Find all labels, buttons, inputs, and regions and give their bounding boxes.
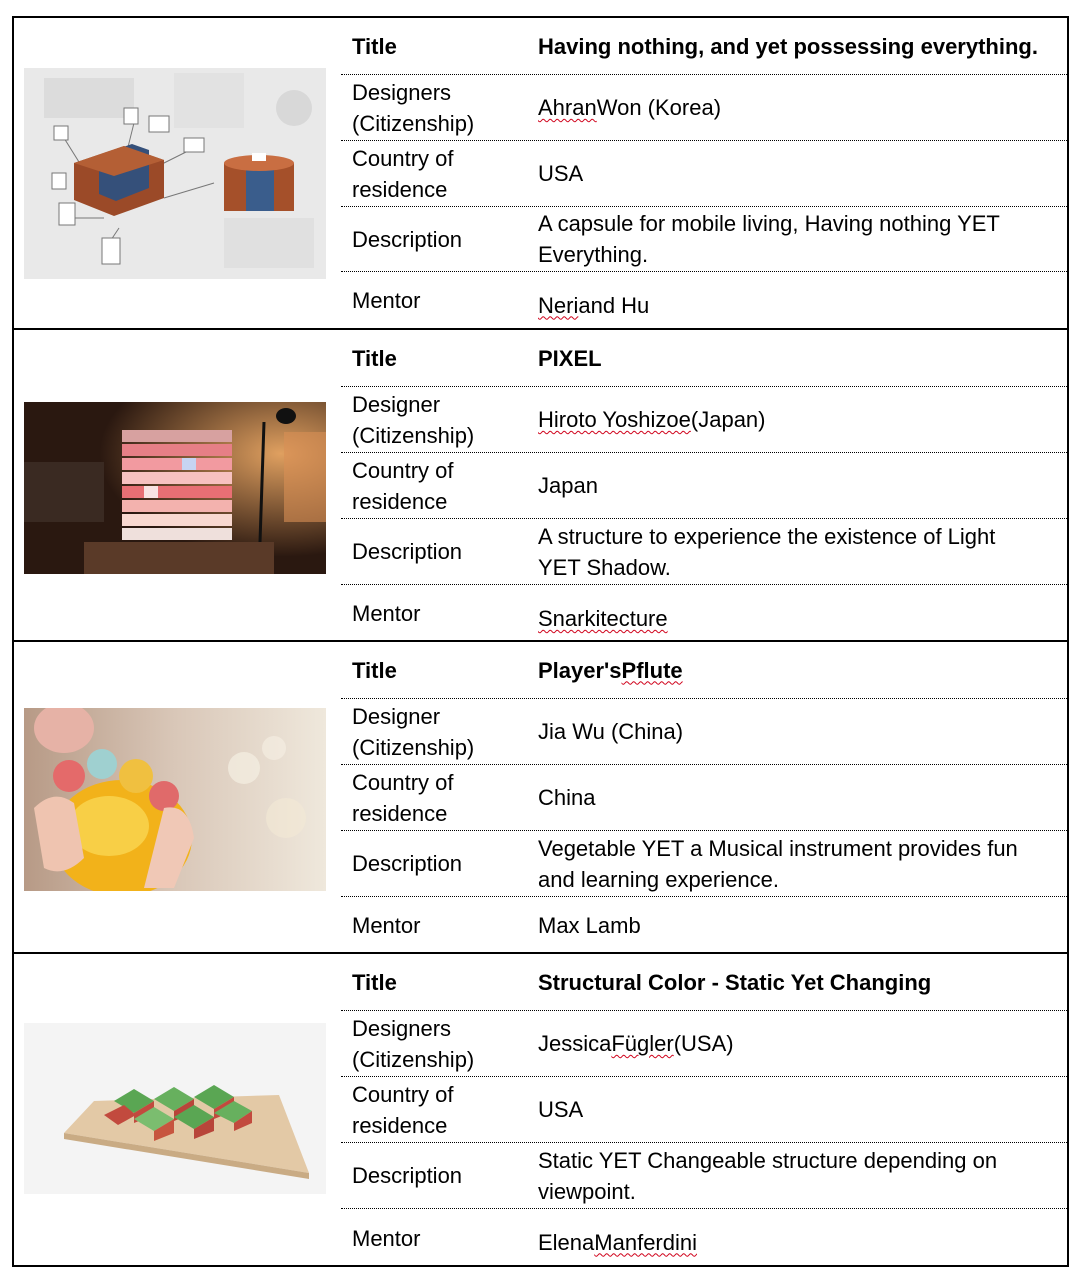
title-row: [341, 954, 1069, 1011]
project-entry: [14, 18, 1067, 328]
residence-value: Japan: [538, 473, 598, 498]
designer-value: Jia Wu (China): [538, 719, 684, 744]
mentor-label: Mentor: [352, 287, 421, 313]
mentor-label: Mentor: [352, 601, 421, 626]
title-value: Having nothing, and yet possessing everything.: [538, 33, 1038, 59]
residence-label: Country of residence: [352, 145, 454, 202]
description-value: Vegetable YET a Musical instrument provides fun and learning experience.: [538, 835, 1018, 892]
mentor-row: [341, 585, 1069, 642]
project-entry: [14, 952, 1067, 1265]
description-value: A capsule for mobile living, Having nothing YET Everything.: [538, 211, 1000, 267]
designer-label: Designer (Citizenship): [352, 391, 475, 448]
designer-row: [341, 699, 1069, 765]
designer-row: [341, 75, 1069, 141]
project-image: [24, 68, 326, 279]
title-value: Structural Color - Static Yet Changing: [538, 969, 932, 995]
description-value: A structure to experience the existence of Light YET Shadow.: [538, 523, 996, 580]
description-row: [341, 831, 1069, 897]
title-row: [341, 330, 1069, 387]
residence-row: [341, 1077, 1069, 1143]
mentor-label: Mentor: [352, 1225, 421, 1251]
residence-label: Country of residence: [352, 457, 454, 514]
title-row: [341, 642, 1069, 699]
title-label: Title: [352, 969, 397, 995]
mentor-value: Elena Manferdini: [538, 1229, 697, 1255]
description-value: Static YET Changeable structure depending on viewpoint.: [538, 1147, 998, 1204]
title-label: Title: [352, 33, 397, 59]
title-row: [341, 18, 1069, 75]
designer-value: Hiroto Yoshizoe (Japan): [538, 407, 766, 432]
project-entry: [14, 640, 1067, 952]
project-image: [24, 402, 326, 574]
description-row: [341, 519, 1069, 585]
residence-value: USA: [538, 1097, 584, 1122]
description-row: [341, 207, 1069, 272]
description-row: [341, 1143, 1069, 1209]
mentor-row: [341, 1209, 1069, 1267]
designer-value: Jessica Fügler (USA): [538, 1031, 734, 1056]
designer-row: [341, 387, 1069, 453]
title-value: Player's Pflute: [538, 657, 683, 683]
residence-label: Country of residence: [352, 769, 454, 826]
residence-row: [341, 141, 1069, 207]
residence-label: Country of residence: [352, 1081, 454, 1138]
designer-label: Designers (Citizenship): [352, 79, 475, 136]
residence-row: [341, 765, 1069, 831]
description-label: Description: [352, 851, 463, 876]
residence-value: USA: [538, 161, 584, 186]
description-label: Description: [352, 226, 463, 252]
title-label: Title: [352, 657, 397, 683]
designer-label: Designers (Citizenship): [352, 1015, 475, 1072]
designer-label: Designer (Citizenship): [352, 703, 475, 760]
project-entry: [14, 328, 1067, 640]
mentor-value: Snarkitecture: [538, 606, 668, 631]
mentor-row: [341, 272, 1069, 328]
designer-row: [341, 1011, 1069, 1077]
project-image: [24, 708, 326, 891]
designer-value: Ahran Won (Korea): [538, 95, 722, 120]
title-value: PIXEL: [538, 345, 602, 371]
description-label: Description: [352, 539, 463, 564]
mentor-row: [341, 897, 1069, 954]
mentor-value: Neri and Hu: [538, 292, 650, 318]
description-label: Description: [352, 1163, 463, 1188]
project-image: [24, 1023, 326, 1194]
project-table: [12, 16, 1069, 1267]
mentor-label: Mentor: [352, 913, 421, 938]
residence-value: China: [538, 785, 596, 810]
residence-row: [341, 453, 1069, 519]
title-label: Title: [352, 345, 397, 371]
mentor-value: Max Lamb: [538, 913, 641, 938]
